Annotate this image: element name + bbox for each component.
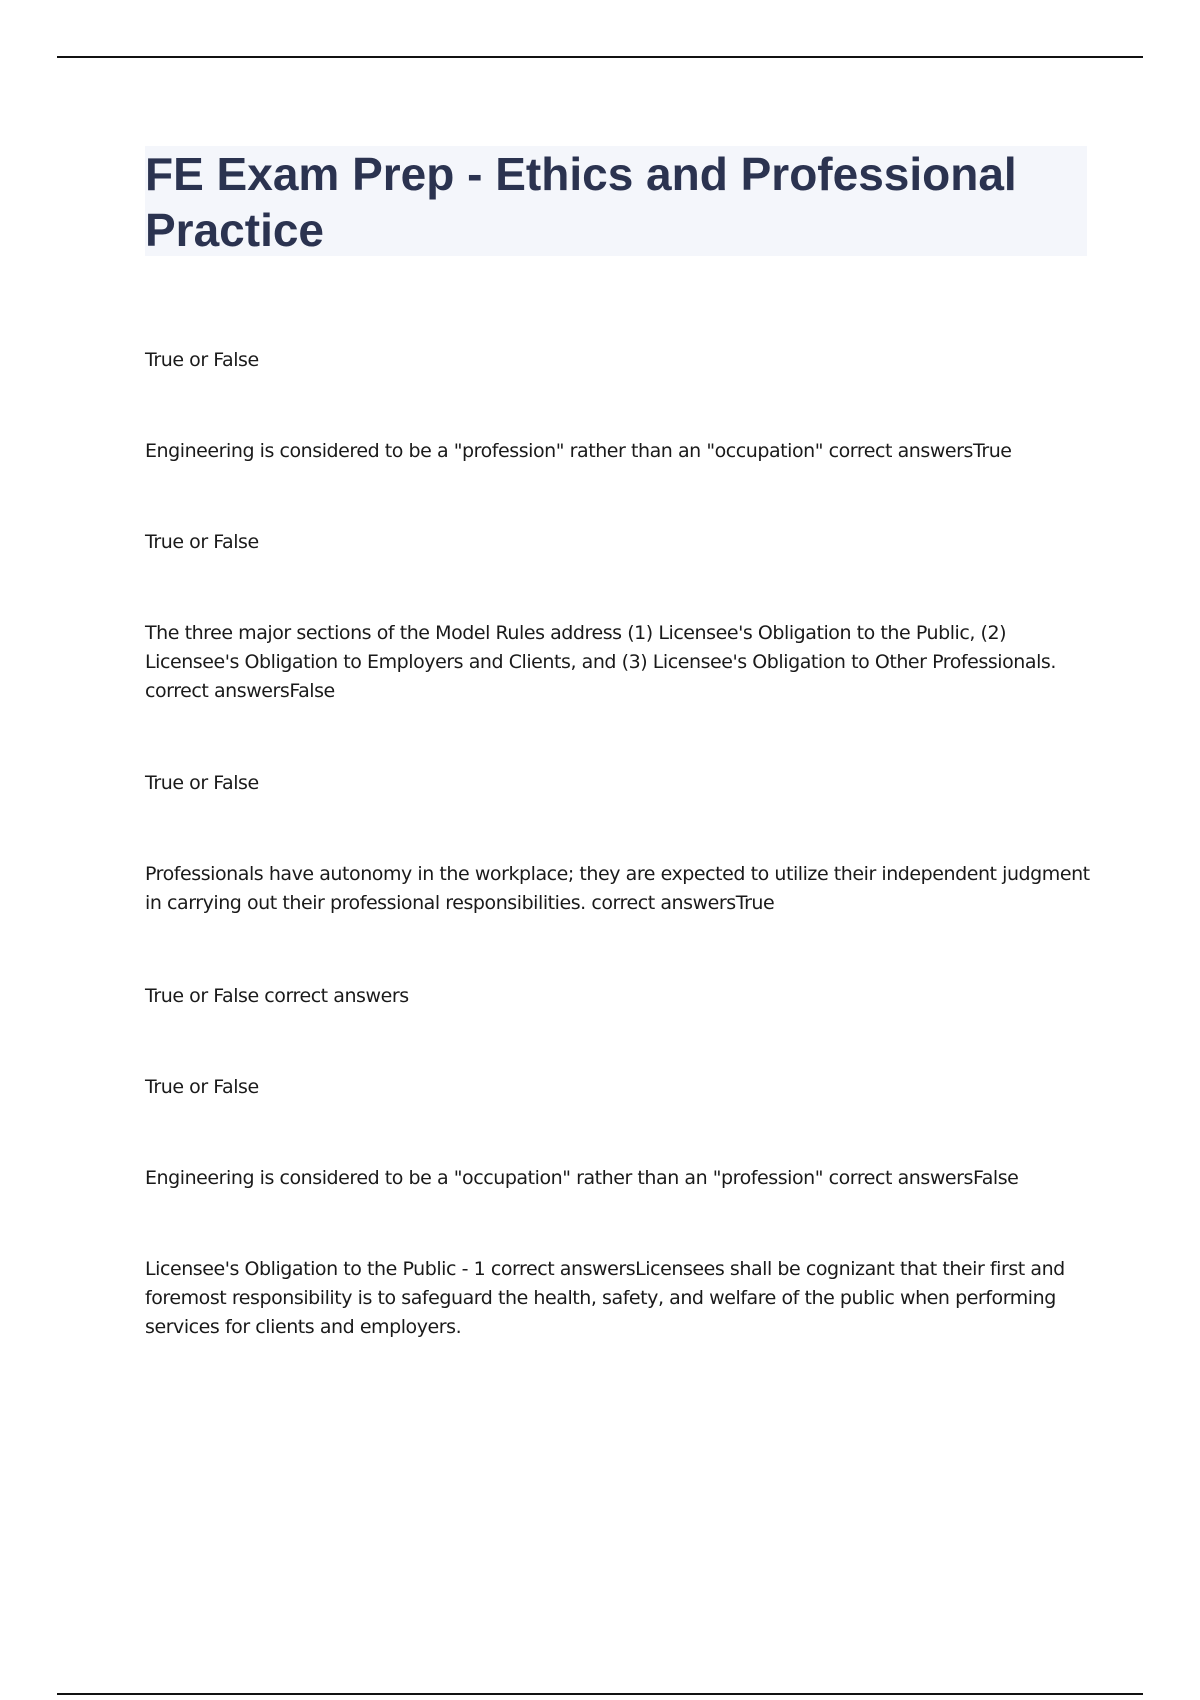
- paragraph-7: True or False correct answers: [145, 985, 409, 1007]
- top-rule: [57, 56, 1143, 58]
- paragraph-6: Professionals have autonomy in the workplace; they are expected to utilize their independent judgment in carrying out their professional responsibilities. correct answersTrue: [145, 863, 1090, 914]
- paragraph-5: True or False: [145, 772, 259, 794]
- paragraph-1: True or False: [145, 349, 259, 371]
- paragraph-4: The three major sections of the Model Rules address (1) Licensee's Obligation to the Public, (2) Licensee's Obligation to Employers and Clients, and (3) Licensee's Obligation to Other Professionals. correct answersFalse: [145, 622, 1056, 702]
- paragraph-2: Engineering is considered to be a "profession" rather than an "occupation" correct answersTrue: [145, 440, 1012, 462]
- paragraph-3: True or False: [145, 531, 259, 553]
- paragraph-10: Licensee's Obligation to the Public - 1 correct answersLicensees shall be cognizant that their first and foremost responsibility is to safeguard the health, safety, and welfare of the public when performing services for clients and employers.: [145, 1258, 1065, 1338]
- paragraph-8: True or False: [145, 1076, 259, 1098]
- document-title: FE Exam Prep - Ethics and Professional Practice: [145, 148, 1017, 256]
- paragraph-9: Engineering is considered to be a "occupation" rather than an "profession" correct answersFalse: [145, 1167, 1019, 1189]
- title-block: [145, 146, 1087, 256]
- bottom-rule: [57, 1693, 1143, 1695]
